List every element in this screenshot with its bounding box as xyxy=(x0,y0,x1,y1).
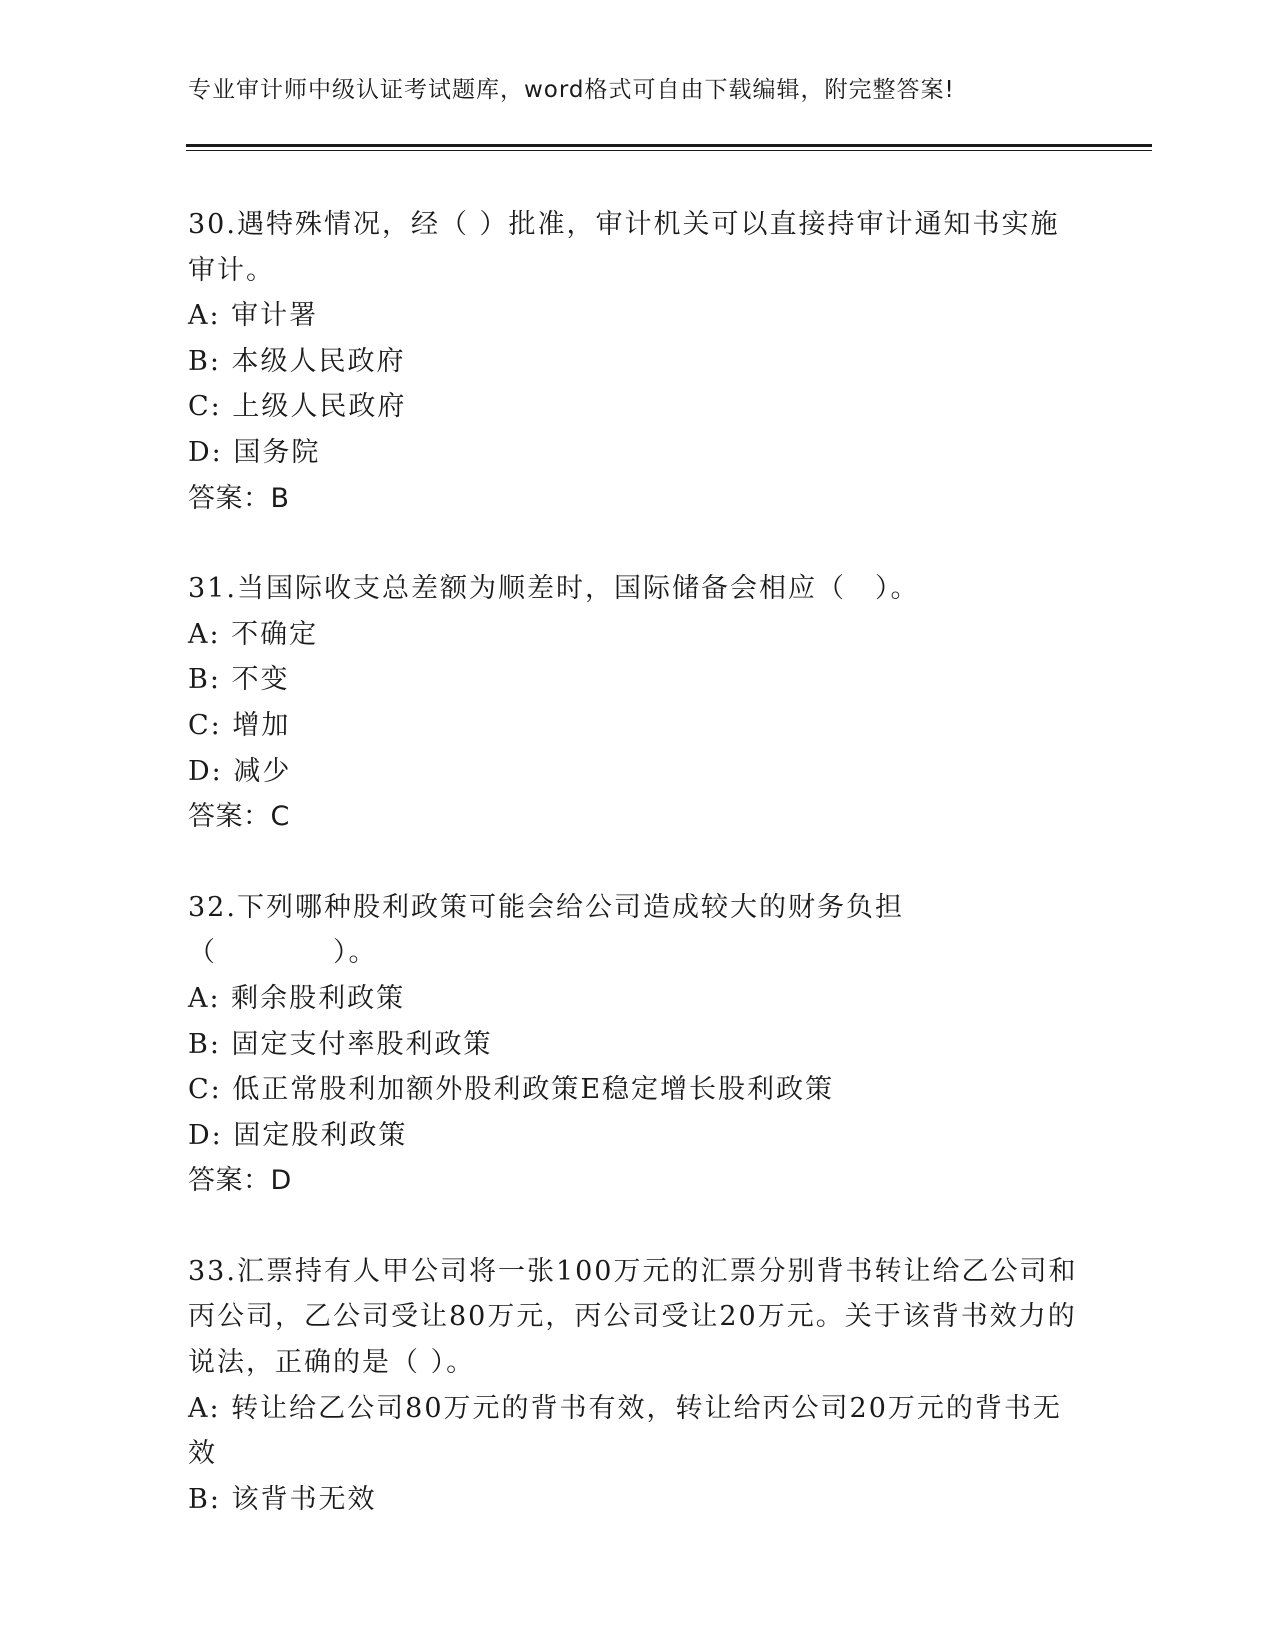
question-30 xyxy=(188,202,1088,521)
answer: 答案：D xyxy=(188,1165,292,1197)
header-rule-thick xyxy=(186,144,1152,147)
question-32 xyxy=(188,885,1088,1204)
question-stem: 30.遇特殊情况，经（ ）批准，审计机关可以直接持审计通知书实施审计。 xyxy=(188,209,1060,286)
option-b: B: 不变 xyxy=(188,664,290,696)
option-b: B: 本级人民政府 xyxy=(188,345,406,377)
page-header: 专业审计师中级认证考试题库，word格式可自由下载编辑，附完整答案! xyxy=(188,77,955,103)
option-d: D: 国务院 xyxy=(188,436,321,468)
question-list xyxy=(188,202,1088,1522)
answer: 答案：C xyxy=(188,801,290,833)
option-a: A: 不确定 xyxy=(188,618,319,650)
question-stem: 32.下列哪种股利政策可能会给公司造成较大的财务负担（ ）。 xyxy=(188,891,904,969)
option-a: A: 审计署 xyxy=(188,300,319,332)
option-d: D: 减少 xyxy=(188,755,292,787)
option-d: D: 固定股利政策 xyxy=(188,1119,408,1151)
question-stem: 31.当国际收支总差额为顺差时，国际储备会相应（ ）。 xyxy=(188,573,920,605)
question-31 xyxy=(188,566,1088,840)
question-stem: 33.汇票持有人甲公司将一张100万元的汇票分别背书转让给乙公司和丙公司，乙公司受让80万元，丙公司受让20万元。关于该背书效力的说法，正确的是（ ）。 xyxy=(188,1255,1078,1379)
option-b: B: 固定支付率股利政策 xyxy=(188,1028,493,1060)
option-a: A: 剩余股利政策 xyxy=(188,982,406,1014)
option-c: C: 上级人民政府 xyxy=(188,391,407,423)
option-c: C: 低正常股利加额外股利政策E稳定增长股利政策 xyxy=(188,1074,835,1106)
answer: 答案：B xyxy=(188,482,290,514)
option-b: B: 该背书无效 xyxy=(188,1483,377,1515)
question-33 xyxy=(188,1249,1088,1523)
option-a: A: 转让给乙公司80万元的背书有效，转让给丙公司20万元的背书无效 xyxy=(188,1392,1062,1470)
option-c: C: 增加 xyxy=(188,709,291,741)
header-rule-thin xyxy=(186,150,1152,151)
